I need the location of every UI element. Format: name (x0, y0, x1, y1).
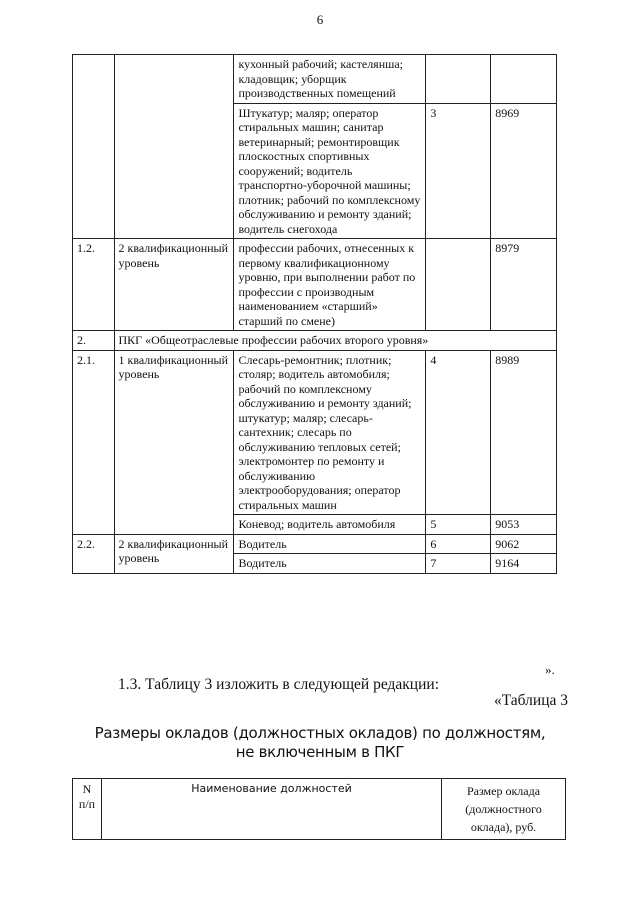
salary-table-2 (72, 54, 557, 574)
salary-cell: 8989 (491, 350, 557, 515)
table-label: «Таблица 3 (493, 692, 568, 709)
salary-cell: 9164 (491, 554, 557, 574)
salary-cell: 8969 (491, 103, 557, 239)
qualification-level (114, 55, 234, 239)
closing-quote: ». (545, 662, 555, 677)
qualification-level: 2 квалификационный уровень (114, 534, 234, 573)
positions-cell: Водитель (234, 554, 426, 574)
coefficient-cell: 3 (426, 103, 491, 239)
coefficient-cell: 6 (426, 534, 491, 554)
table-row (73, 331, 557, 351)
coefficient-cell (426, 55, 491, 104)
coefficient-cell: 4 (426, 350, 491, 515)
column-header-number: N п/п (73, 779, 102, 840)
table-header-row (73, 779, 566, 840)
coefficient-cell: 5 (426, 515, 491, 535)
positions-cell: Коневод; водитель автомобиля (234, 515, 426, 535)
row-number: 2. (73, 331, 115, 351)
table-row (73, 534, 557, 554)
table-row (73, 239, 557, 331)
coefficient-cell (426, 239, 491, 331)
table-title-line: Размеры окладов (должностных окладов) по должностям, (94, 724, 546, 742)
row-number: 2.2. (73, 534, 115, 573)
positions-cell: профессии рабочих, отнесенных к первому квалификационному уровню, при выполнении работ по профессии с производным наименованием «старший» старший по смене) (234, 239, 426, 331)
salary-table-3 (72, 778, 566, 840)
table-row (73, 55, 557, 104)
row-number (73, 55, 115, 239)
positions-cell: Штукатур; маляр; оператор стиральных машин; санитар ветеринарный; ремонтировщик плоскостных спортивных сооружений; водитель транспортно-уборочной машины; плотник; рабочий по комплексному обслуживанию и ремонту зданий; водитель снегохода (234, 103, 426, 239)
table-row (73, 350, 557, 515)
coefficient-cell: 7 (426, 554, 491, 574)
positions-cell: кухонный рабочий; кастелянша; кладовщик; уборщик производственных помещений (234, 55, 426, 104)
page-number: 6 (316, 12, 324, 27)
section-heading: 1.3. Таблицу 3 изложить в следующей редакции: (118, 676, 439, 693)
row-number: 2.1. (73, 350, 115, 534)
positions-cell: Водитель (234, 534, 426, 554)
positions-cell: Слесарь-ремонтник; плотник; столяр; водитель автомобиля; рабочий по комплексному обслуживанию и ремонту зданий; штукатур; маляр; слесарь-сантехник; слесарь по обслуживанию тепловых сетей; электромонтер по ремонту и обслуживанию электрооборудования; оператор стиральных машин (234, 350, 426, 515)
salary-cell: 9062 (491, 534, 557, 554)
column-header-salary: Размер оклада (должностного оклада), руб. (442, 779, 566, 840)
salary-cell (491, 55, 557, 104)
qualification-level: 1 квалификационный уровень (114, 350, 234, 534)
column-header-name: Наименование должностей (102, 779, 442, 840)
table-title-line: не включенным в ПКГ (235, 743, 405, 761)
table-title (60, 724, 580, 762)
group-heading: ПКГ «Общеотраслевые профессии рабочих второго уровня» (114, 331, 556, 351)
salary-cell: 8979 (491, 239, 557, 331)
row-number: 1.2. (73, 239, 115, 331)
qualification-level: 2 квалификационный уровень (114, 239, 234, 331)
salary-cell: 9053 (491, 515, 557, 535)
